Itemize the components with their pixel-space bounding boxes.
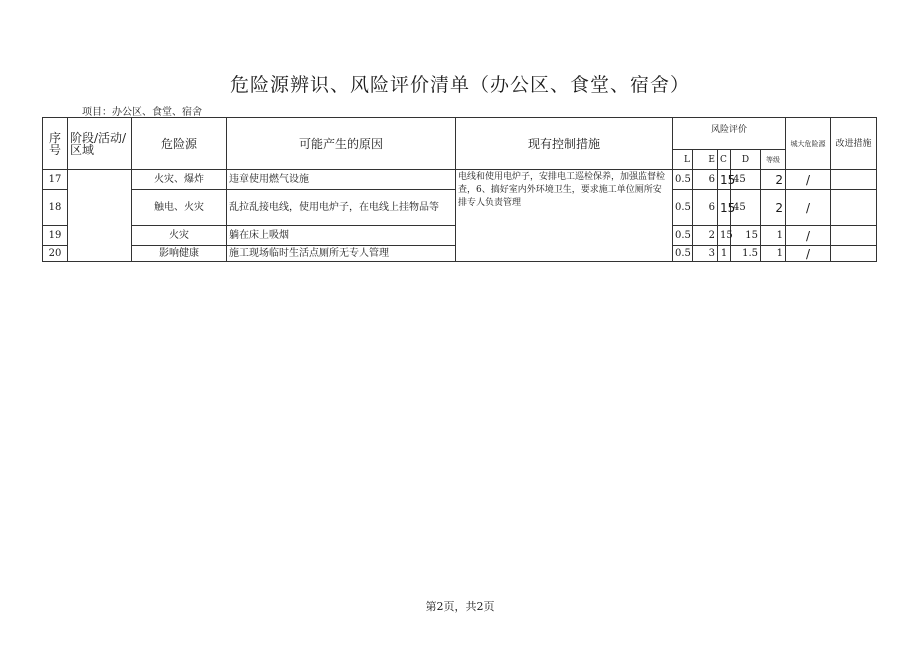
row-E: 6 [693,190,718,226]
row-seq: 18 [43,190,68,226]
risk-table [42,117,877,262]
header-D: D [731,150,761,170]
row-cause: 躺在床上吸烟 [227,226,456,246]
project-label: 项目：办公区、食堂、宿舍 [82,107,202,118]
row-level: 2 [761,190,786,226]
row-E: 3 [693,246,718,262]
row-hazard: 触电、火灾 [132,190,227,226]
row-D: 15 [731,226,761,246]
row-cause: 施工现场临时生活点厕所无专人管理 [227,246,456,262]
header-E: E [693,150,718,170]
row-major: / [786,170,831,190]
row-L: 0.5 [673,170,693,190]
row-L: 0.5 [673,226,693,246]
row-cause: 违章使用燃气设施 [227,170,456,190]
header-hazard: 危险源 [132,118,227,170]
row-improve [831,190,877,226]
header-C: C [718,150,731,170]
row-C: 15 [718,190,731,226]
row-improve [831,246,877,262]
stage-cell [68,170,132,262]
row-major: / [786,190,831,226]
header-risk-eval: 风险评价 [673,118,786,150]
row-seq: 20 [43,246,68,262]
row-C: 15 [718,226,731,246]
row-seq: 19 [43,226,68,246]
control-measures-cell: 电线和使用电炉子，安排电工巡检保养，加强监督检查，6、搞好室内外环境卫生，要求施工单位厕所安排专人负责管理 [456,170,673,262]
row-seq: 17 [43,170,68,190]
row-E: 6 [693,170,718,190]
row-level: 1 [761,246,786,262]
header-measures: 现有控制措施 [456,118,673,170]
row-L: 0.5 [673,246,693,262]
row-major: / [786,246,831,262]
header-level: 等级 [761,150,786,170]
document-title: 危险源辨识、风险评价清单（办公区、食堂、宿舍） [229,74,690,96]
header-L: L [673,150,693,170]
row-major: / [786,226,831,246]
row-D: 45 [731,190,761,226]
row-E: 2 [693,226,718,246]
header-row-1 [43,118,877,150]
row-hazard: 影响健康 [132,246,227,262]
row-improve [831,170,877,190]
row-C: 15 [718,170,731,190]
row-hazard: 火灾 [132,226,227,246]
row-cause: 乱拉乱接电线，使用电炉子，在电线上挂物品等 [227,190,456,226]
row-improve [831,226,877,246]
table-row [43,170,877,190]
page-footer: 第2页，共2页 [425,600,495,613]
header-major-hazard: 城大危险源 [786,118,831,170]
header-cause: 可能产生的原因 [227,118,456,170]
row-hazard: 火灾、爆炸 [132,170,227,190]
row-level: 1 [761,226,786,246]
row-D: 1.5 [731,246,761,262]
row-D: 45 [731,170,761,190]
header-seq: 序号 [43,118,68,170]
header-stage: 阶段/活动/区域 [68,118,132,170]
header-improve: 改进措施 [831,118,877,170]
row-C: 1 [718,246,731,262]
row-level: 2 [761,170,786,190]
row-L: 0.5 [673,190,693,226]
